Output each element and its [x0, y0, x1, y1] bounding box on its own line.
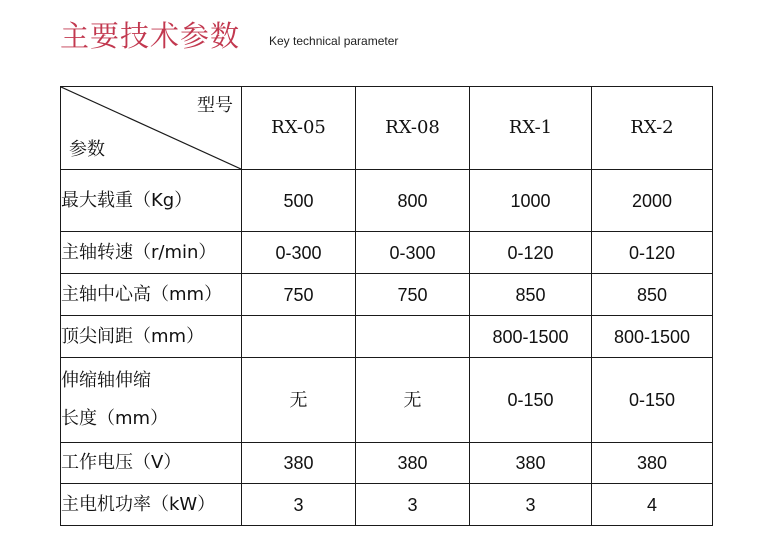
row-label: 最大载重（Kg） [61, 170, 242, 232]
table-cell: 380 [242, 443, 356, 484]
row-label [61, 358, 242, 443]
row-label: 顶尖间距（mm） [61, 316, 242, 358]
table-cell [356, 316, 470, 358]
table-cell: 750 [242, 274, 356, 316]
row-label: 工作电压（V） [61, 443, 242, 484]
row-label: 主电机功率（kW） [61, 484, 242, 526]
table-cell: 2000 [592, 170, 713, 232]
table-row [61, 484, 713, 526]
table-cell: 0-150 [470, 358, 592, 443]
table-cell: 0-300 [242, 232, 356, 274]
table-cell: 380 [592, 443, 713, 484]
row-label: 主轴中心高（mm） [61, 274, 242, 316]
spec-table [60, 86, 713, 526]
table-cell: 1000 [470, 170, 592, 232]
table-cell: 850 [470, 274, 592, 316]
model-header: RX-2 [592, 87, 713, 170]
table-cell: 800-1500 [470, 316, 592, 358]
table-row [61, 232, 713, 274]
table-cell: 380 [470, 443, 592, 484]
model-header: RX-08 [356, 87, 470, 170]
table-cell: 0-120 [470, 232, 592, 274]
table-cell: 850 [592, 274, 713, 316]
table-cell: 无 [356, 358, 470, 443]
table-cell: 0-120 [592, 232, 713, 274]
table-row [61, 358, 713, 443]
table-row [61, 274, 713, 316]
table-cell: 500 [242, 170, 356, 232]
table-cell: 3 [242, 484, 356, 526]
table-header-row [61, 87, 713, 170]
row-label: 主轴转速（r/min） [61, 232, 242, 274]
parameter-axis-label: 参数 [69, 139, 105, 160]
table-cell: 0-150 [592, 358, 713, 443]
table-cell: 0-300 [356, 232, 470, 274]
table-cell: 3 [470, 484, 592, 526]
page-title: 主要技术参数 [60, 19, 241, 53]
table-row [61, 170, 713, 232]
corner-header-cell [61, 87, 242, 170]
page-subtitle: Key technical parameter [269, 34, 399, 48]
table-cell: 4 [592, 484, 713, 526]
table-cell: 380 [356, 443, 470, 484]
model-axis-label: 型号 [197, 95, 233, 116]
table-cell: 750 [356, 274, 470, 316]
table-cell: 800 [356, 170, 470, 232]
table-row [61, 316, 713, 358]
table-cell: 无 [242, 358, 356, 443]
table-cell [242, 316, 356, 358]
table-cell: 3 [356, 484, 470, 526]
table-row [61, 443, 713, 484]
row-label-line: 伸缩轴伸缩 [61, 370, 151, 391]
model-header: RX-05 [242, 87, 356, 170]
table-cell: 800-1500 [592, 316, 713, 358]
model-header: RX-1 [470, 87, 592, 170]
row-label-line: 长度（mm） [61, 408, 169, 429]
